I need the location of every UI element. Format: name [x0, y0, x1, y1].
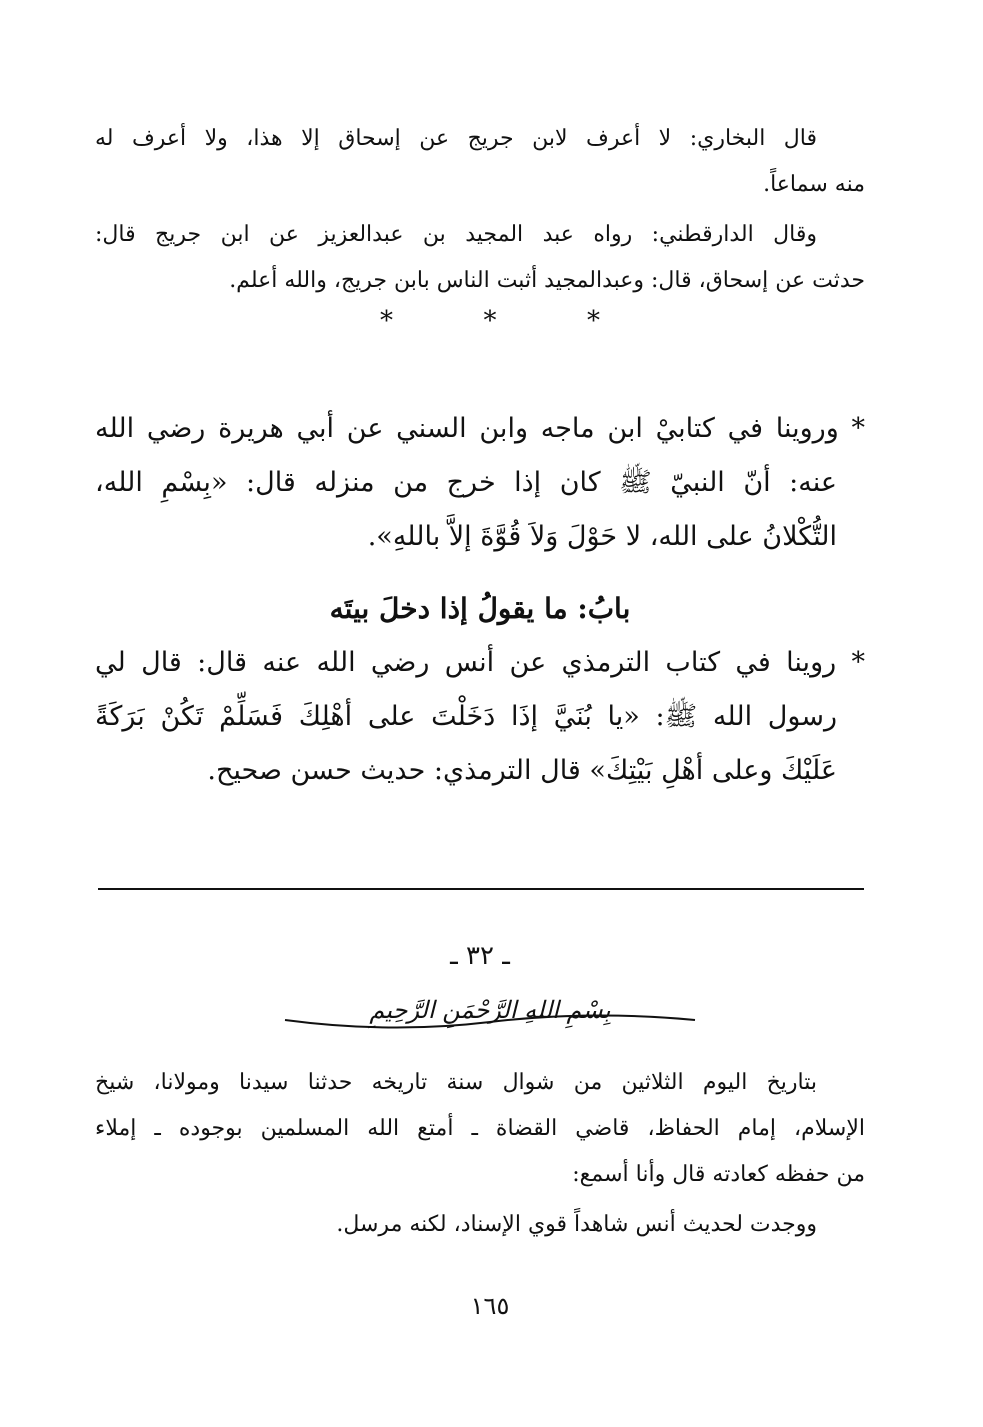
paragraph-daraqutni	[95, 212, 865, 304]
footnote-number: ـ ٣٢ ـ	[450, 941, 510, 971]
text-line: من حفظه كعادته قال وأنا أسمع:	[572, 1162, 865, 1187]
paragraph-bukhari	[95, 116, 865, 208]
text-line: * وروينا في كتابيْ ابن ماجه وابن السني عن أبي هريرة رضي الله	[95, 413, 865, 444]
section-separator	[380, 306, 600, 336]
text-line: منه سماعاً.	[763, 172, 865, 197]
footnote-paragraph	[95, 1060, 865, 1198]
text-line: عَلَيْكَ وعلى أهْلِ بَيْتِكَ» قال الترمذي: حديث حسن صحيح.	[207, 755, 837, 786]
chapter-heading: بابُ: ما يقولُ إذا دخلَ بيتَه	[329, 592, 631, 625]
basmala-text: بِسْمِ اللهِ الرَّحْمَنِ الرَّحِيمِ	[369, 996, 611, 1024]
page-number: ١٦٥	[470, 1292, 510, 1320]
separator-star: *	[380, 306, 393, 336]
text-line: حدثت عن إسحاق، قال: وعبدالمجيد أثبت الناس بابن جريج، والله أعلم.	[229, 268, 865, 293]
text-line: التُّكْلانُ على الله، لا حَوْلَ وَلاَ قُوَّةَ إلاَّ باللهِ».	[367, 521, 837, 552]
text-line: وقال الدارقطني: رواه عبد المجيد بن عبدالعزيز عن ابن جريج قال:	[95, 222, 817, 247]
text-line: رسول الله ﷺ: «يا بُنَيَّ إذَا دَخَلْتَ على أهْلِكَ فَسَلِّمْ تَكُنْ بَرَكَةً	[95, 701, 837, 732]
text-line: قال البخاري: لا أعرف لابن جريج عن إسحاق إلا هذا، ولا أعرف له	[95, 126, 817, 151]
text-line: بتاريخ اليوم الثلاثين من شوال سنة تاريخه حدثنا سيدنا ومولانا، شيخ	[95, 1070, 817, 1095]
hadith-leaving-home	[95, 402, 865, 564]
text-line: * روينا في كتاب الترمذي عن أنس رضي الله عنه قال: قال لي	[95, 647, 865, 678]
hadith-entering-home	[95, 636, 865, 798]
separator-star: *	[483, 306, 497, 336]
footnote-paragraph	[95, 1202, 865, 1248]
text-line: الإسلام، إمام الحفاظ، قاضي القضاة ـ أمتع الله المسلمين بوجوده ـ إملاء	[95, 1116, 865, 1141]
footnote-divider	[98, 888, 864, 890]
separator-star: *	[587, 306, 600, 336]
text-line: ووجدت لحديث أنس شاهداً قوي الإسناد، لكنه مرسل.	[336, 1212, 817, 1237]
text-line: عنه: أنّ النبيّ ﷺ كان إذا خرج من منزله قال: «بِسْمِ الله،	[95, 467, 837, 498]
basmala-calligraphy	[270, 988, 710, 1048]
basmala-flourish-icon	[270, 988, 710, 1048]
